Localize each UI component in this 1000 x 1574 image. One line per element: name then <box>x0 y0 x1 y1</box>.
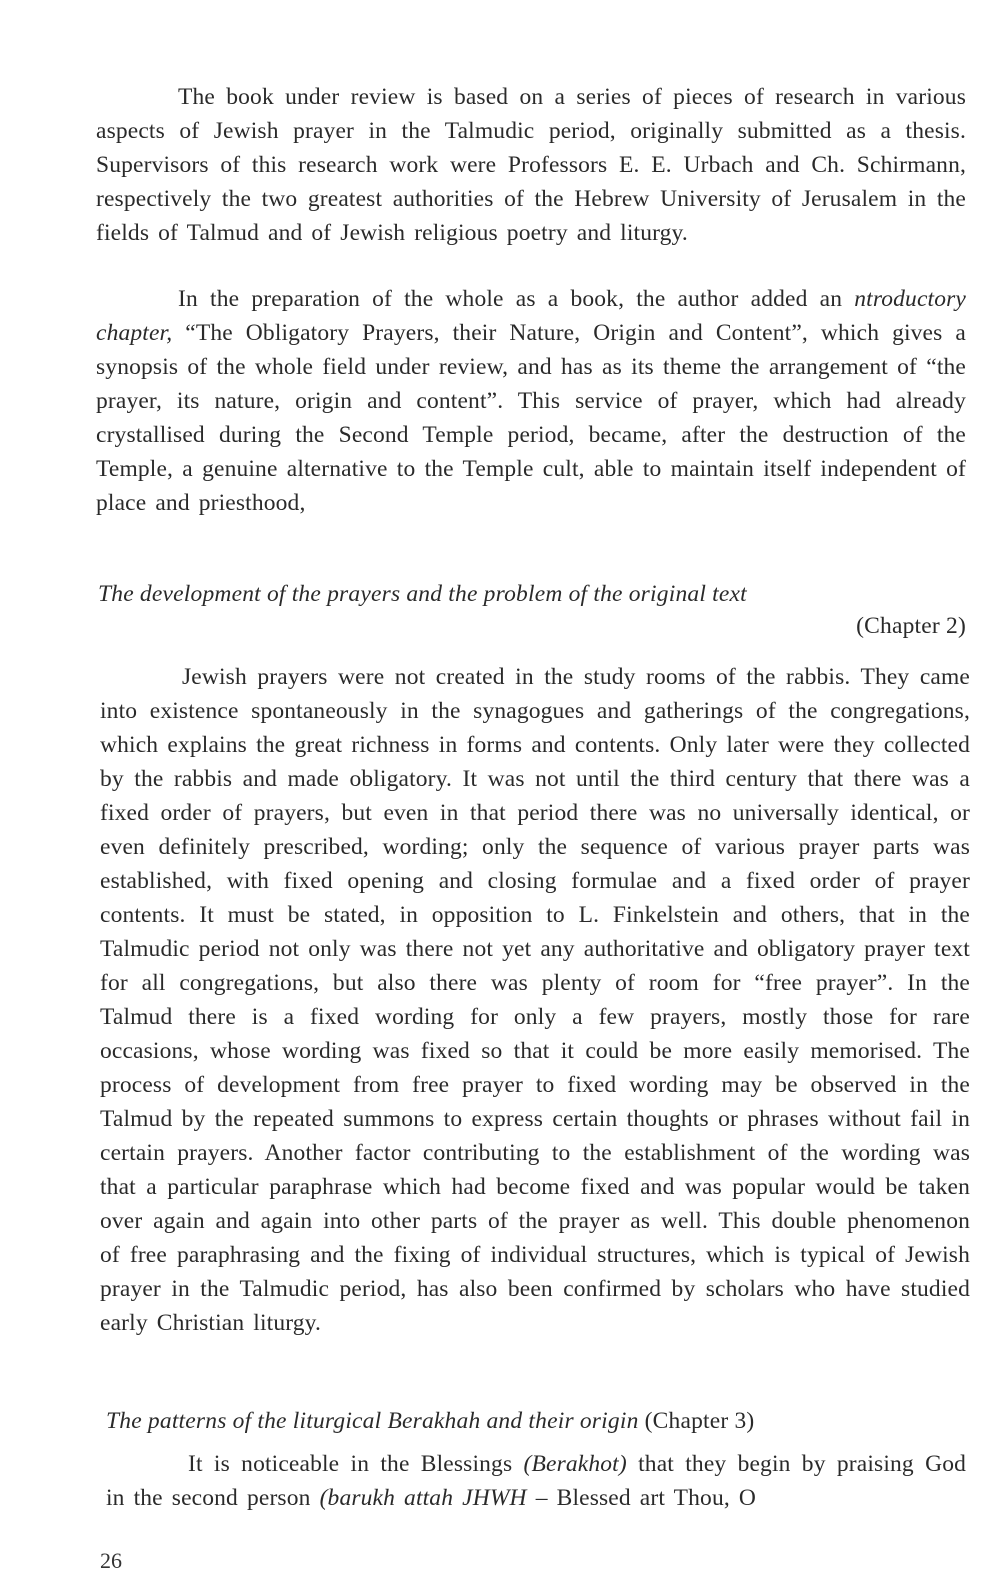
paragraph-mid: that they begin by praising God in the second person <box>106 1451 966 1511</box>
paragraph-lead: In the preparation of the whole as a book, the author added an <box>178 286 843 312</box>
section-title: The patterns of the liturgical Berakhah and their origin <box>106 1408 639 1434</box>
page-number: 26 <box>100 1548 122 1573</box>
paragraph-intro: The book under review is based on a series of pieces of research in various aspects of Jewish prayer in the Talmudic period, originally submitted as a thesis. Supervisors of this research work were Professors E. E. Urbach and Ch. Schirmann, respectively the two greatest authorities of the Hebrew University of Jerusalem in the fields of Talmud and of Jewish religious poetry and liturgy. <box>96 84 966 246</box>
chapter-reference: (Chapter 2) <box>856 613 966 639</box>
section-heading-chapter-2 <box>98 578 747 610</box>
paragraph-rest: – Blessed art Thou, O <box>535 1485 757 1511</box>
paragraph-italic: (barukh attah JHWH <box>319 1485 527 1511</box>
paragraph-development: Jewish prayers were not created in the study rooms of the rabbis. They came into existence spontaneously in the synagogues and gatherings of the congregations, which explains the great richness in forms and contents. Only later were they collected by the rabbis and made obligatory. It was not until the third century that there was a fixed order of prayers, but even in that period there was no universally identical, or even definitely prescribed, wording; only the sequence of various prayer parts was established, with fixed opening and closing formulae and a fixed order of prayer contents. It must be stated, in opposition to L. Finkelstein and others, that in the Talmudic period not only was there not yet any authoritative and obligatory prayer text for all congregations, but also there was plenty of room for “free prayer”. In the Talmud there is a fixed wording for only a few prayers, mostly those for rare occasions, whose wording was fixed so that it could be more easily memorised. The process of development from free prayer to fixed wording may be observed in the Talmud by the repeated summons to express certain thoughts or phrases without fail in certain prayers. Another factor contributing to the establishment of the wording was that a particular paraphrase which had become fixed and was popular would be taken over again and again into other parts of the prayer as well. This double phenomenon of free paraphrasing and the fixing of individual structures, which is typical of Jewish prayer in the Talmudic period, has also been confirmed by scholars who have studied early Christian liturgy. <box>100 664 970 1336</box>
section-chapter-3 <box>106 1405 966 1515</box>
paragraph-italic: (Berakhot) <box>523 1451 627 1477</box>
paragraph-lead: It is noticeable in the Blessings <box>188 1451 513 1477</box>
paragraph-introductory-chapter <box>96 282 966 520</box>
paragraph-rest: “The Obligatory Prayers, their Nature, Origin and Content”, which gives a synopsis of the whole field under review, and has as its theme the arrangement of “the prayer, its nature, origin and content”. This service of prayer, which had already crystallised during the Second Temple period, became, after the destruction of the Temple, a genuine alternative to the Temple cult, able to maintain itself independent of place and priesthood, <box>96 320 966 516</box>
paragraph-italic: ntroductory chapter, <box>96 286 966 346</box>
section-heading-chapter-3 <box>106 1405 966 1437</box>
paragraph-berakhah <box>106 1447 966 1515</box>
chapter-reference: (Chapter 3) <box>644 1408 755 1434</box>
section-title: The development of the prayers and the problem of the original text <box>98 581 747 607</box>
